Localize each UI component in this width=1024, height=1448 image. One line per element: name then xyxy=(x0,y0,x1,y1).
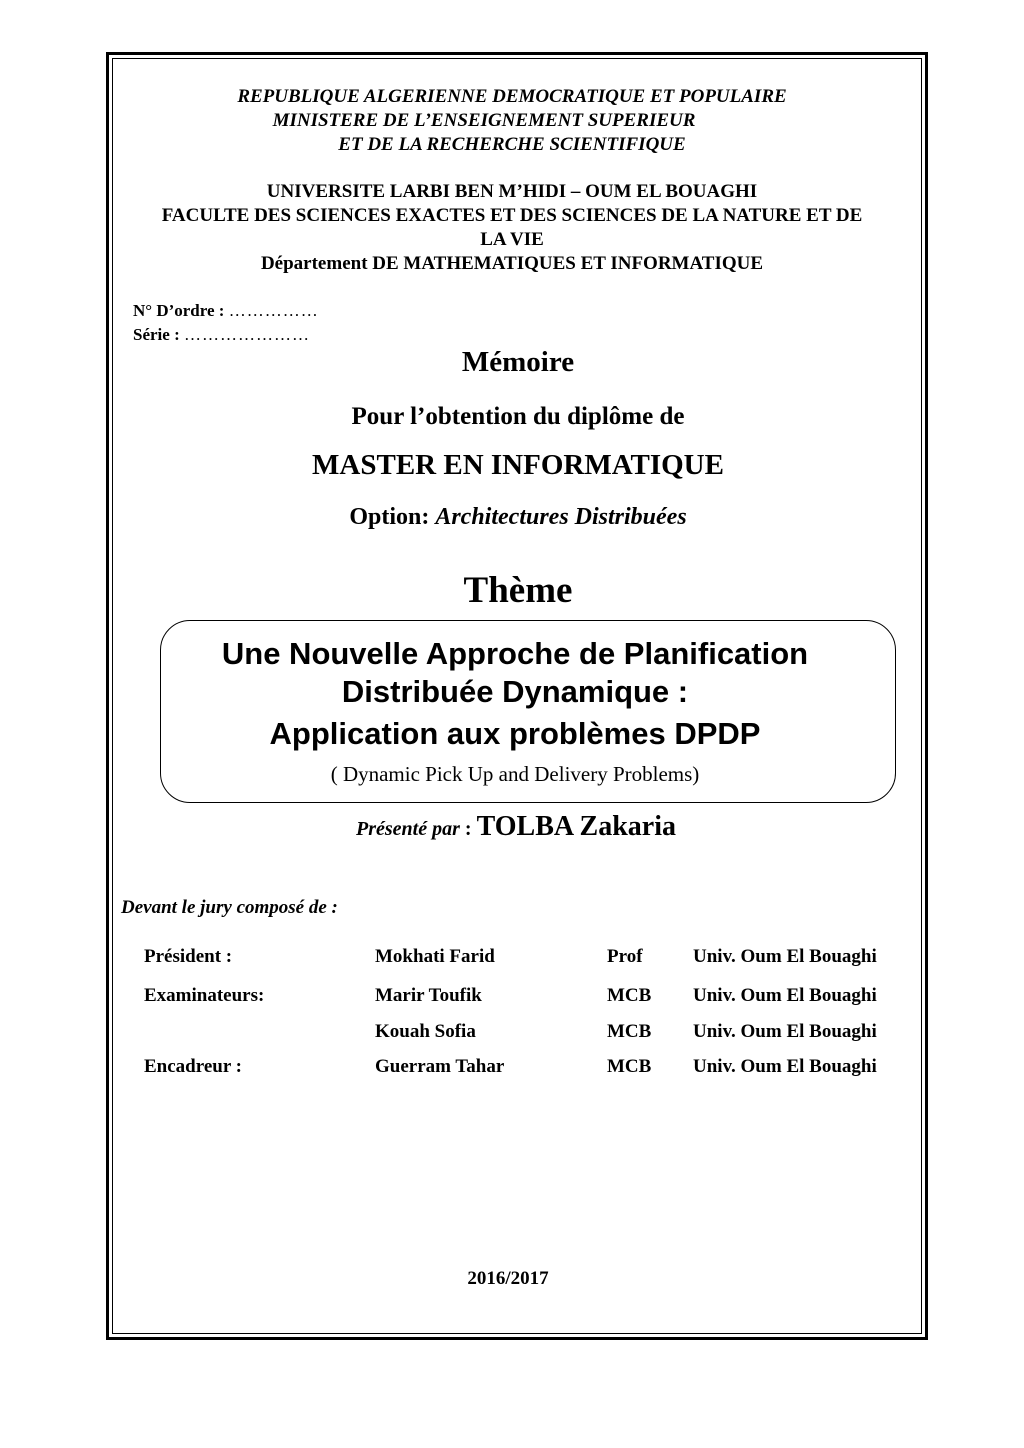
jury-institution: Univ. Oum El Bouaghi xyxy=(693,946,877,967)
jury-grade: MCB xyxy=(607,1021,652,1042)
faculty-name-line1: FACULTE DES SCIENCES EXACTES ET DES SCIENCES DE LA NATURE ET DE xyxy=(161,205,863,226)
serie-value: ………………… xyxy=(183,325,310,344)
option-label: Option: xyxy=(349,504,430,530)
jury-institution: Univ. Oum El Bouaghi xyxy=(693,1021,877,1042)
jury-member-name: Marir Toufik xyxy=(375,985,482,1006)
jury-member-name: Guerram Tahar xyxy=(375,1056,505,1077)
jury-intro: Devant le jury composé de : xyxy=(121,897,338,918)
department-name: Département DE MATHEMATIQUES ET INFORMATIQUE xyxy=(260,253,764,274)
serie-number xyxy=(133,325,310,345)
ordre-number xyxy=(133,301,319,321)
presented-by-colon: : xyxy=(459,818,477,840)
presented-by-label: Présenté par xyxy=(356,818,460,840)
ordre-value: …………… xyxy=(228,301,319,320)
presented-by xyxy=(4,811,1024,843)
ministry-heading-line1: MINISTERE DE L’ENSEIGNEMENT SUPERIEUR xyxy=(272,110,696,131)
title-subtitle: ( Dynamic Pick Up and Delivery Problems) xyxy=(330,762,700,786)
university-name: UNIVERSITE LARBI BEN M’HIDI – OUM EL BOUAGHI xyxy=(266,181,758,202)
jury-grade: Prof xyxy=(607,946,643,967)
jury-role: Examinateurs: xyxy=(144,985,265,1006)
jury-role: Président : xyxy=(144,946,233,967)
option-value: Architectures Distribuées xyxy=(435,504,687,530)
academic-year: 2016/2017 xyxy=(467,1268,549,1289)
jury-institution: Univ. Oum El Bouaghi xyxy=(693,985,877,1006)
degree-name: MASTER EN INFORMATIQUE xyxy=(312,449,724,481)
faculty-name-line2: LA VIE xyxy=(480,229,544,250)
jury-grade: MCB xyxy=(607,1056,652,1077)
document-type: Mémoire xyxy=(461,346,575,378)
title-line3: Application aux problèmes DPDP xyxy=(269,716,761,751)
jury-institution: Univ. Oum El Bouaghi xyxy=(693,1056,877,1077)
ministry-heading-line2: ET DE LA RECHERCHE SCIENTIFIQUE xyxy=(338,134,686,155)
theme-label: Thème xyxy=(463,570,573,611)
jury-grade: MCB xyxy=(607,985,652,1006)
degree-purpose: Pour l’obtention du diplôme de xyxy=(351,403,685,430)
jury-role: Encadreur : xyxy=(144,1056,242,1077)
ordre-label: N° D’ordre : xyxy=(133,301,225,320)
title-line2: Distribuée Dynamique : xyxy=(341,674,689,709)
option-line xyxy=(6,504,1024,531)
title-line1: Une Nouvelle Approche de Planification xyxy=(221,636,809,671)
jury-member-name: Kouah Sofia xyxy=(375,1021,476,1042)
jury-member-name: Mokhati Farid xyxy=(375,946,495,967)
serie-label: Série : xyxy=(133,325,180,344)
author-name: TOLBA Zakaria xyxy=(476,811,676,842)
republic-heading: REPUBLIQUE ALGERIENNE DEMOCRATIQUE ET POPULAIRE xyxy=(237,86,787,107)
